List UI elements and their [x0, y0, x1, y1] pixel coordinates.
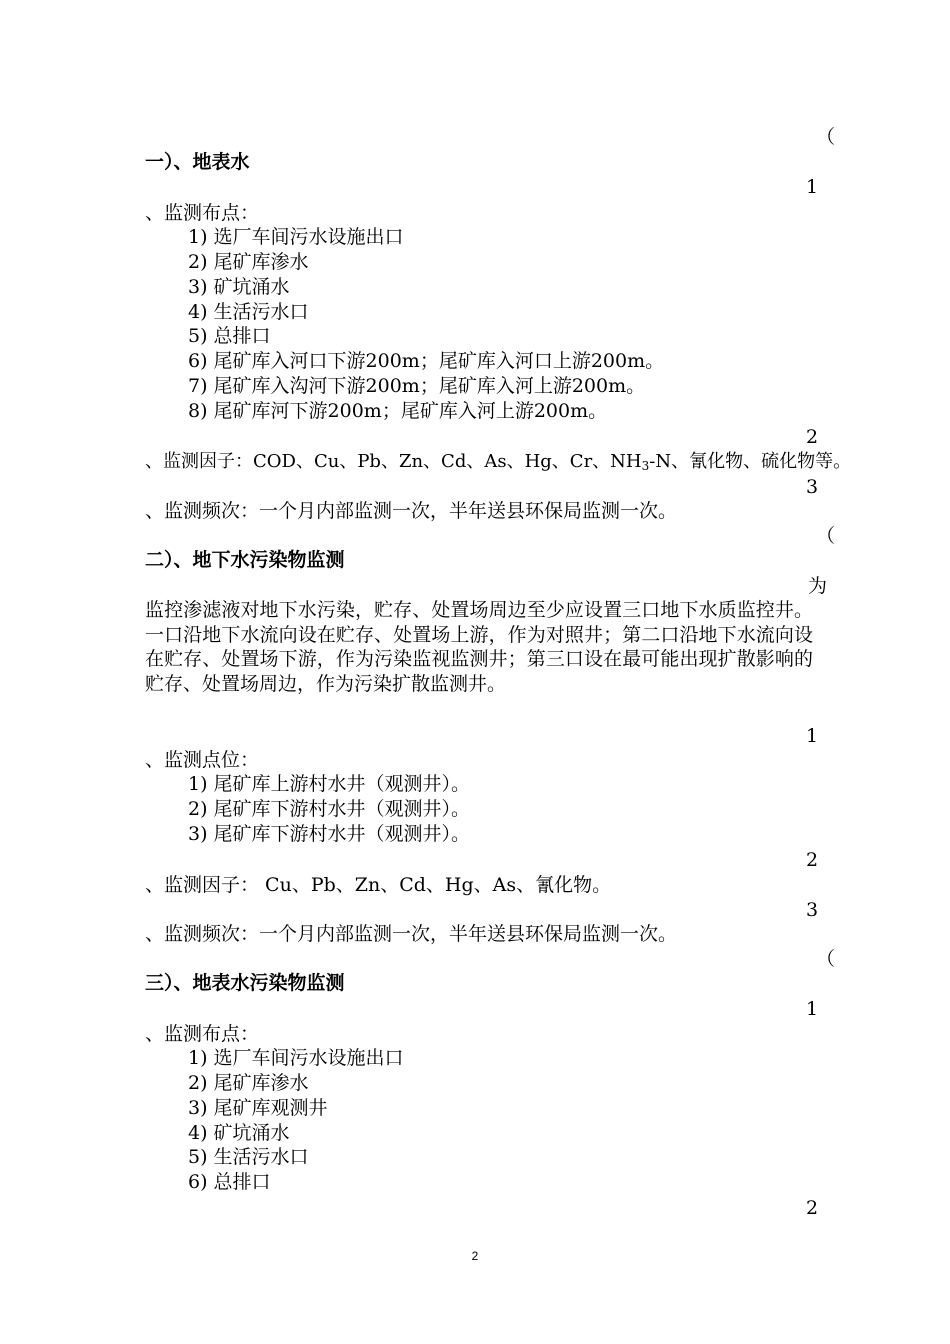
monitoring-factors: 、监测因子： Cu、Pb、Zn、Cd、Hg、As、氰化物。: [145, 874, 612, 896]
list-item: 5) 总排口: [188, 325, 271, 347]
section-heading: 二）、地下水污染物监测: [145, 549, 345, 571]
margin-number: 3: [806, 899, 819, 921]
margin-char: 为: [808, 575, 828, 597]
list-item: 1) 尾矿库上游村水井（观测井）。: [188, 773, 471, 795]
paragraph: 监控渗滤液对地下水污染，贮存、处置场周边至少应设置三口地下水质监控井。一口沿地下水流向设在贮存、处置场上游，作为对照井；第二口沿地下水流向设在贮存、处置场下游，作为污染监视监测井；第三口设在最可能出现扩散影响的贮存、处置场周边，作为污染扩散监测井。: [145, 599, 813, 695]
margin-number: 3: [806, 476, 819, 498]
factors-text: 、监测因子：COD、Cu、Pb、Zn、Cd、As、Hg、Cr、NH: [145, 451, 642, 472]
margin-number: 2: [806, 849, 819, 871]
list-item: 6) 总排口: [188, 1171, 271, 1193]
page-number: 2: [471, 1249, 479, 1263]
list-item: 6) 尾矿库入河口下游200m；尾矿库入河口上游200m。: [188, 350, 665, 372]
list-item: 3) 尾矿库观测井: [188, 1097, 328, 1119]
margin-paren: （: [816, 126, 836, 148]
section-heading: 一）、地表水: [145, 151, 250, 173]
list-item: 2) 尾矿库渗水: [188, 1072, 309, 1094]
margin-paren: （: [816, 525, 836, 547]
list-item: 3) 矿坑涌水: [188, 276, 290, 298]
list-item: 1) 选厂车间污水设施出口: [188, 1047, 404, 1069]
monitoring-points-label: 、监测布点：: [145, 1023, 260, 1045]
monitoring-points-label: 、监测点位：: [145, 749, 260, 771]
list-item: 3) 尾矿库下游村水井（观测井）。: [188, 823, 471, 845]
factors-text-end: -N、氰化物、硫化物等。: [649, 451, 852, 472]
list-item: 4) 生活污水口: [188, 301, 309, 323]
subscript: 3: [641, 459, 650, 473]
list-item: 2) 尾矿库渗水: [188, 251, 309, 273]
margin-paren: （: [816, 948, 836, 970]
list-item: 4) 矿坑涌水: [188, 1122, 290, 1144]
monitoring-factors: [145, 450, 851, 478]
list-item: 5) 生活污水口: [188, 1146, 309, 1168]
list-item: 8) 尾矿库河下游200m；尾矿库入河上游200m。: [188, 400, 608, 422]
margin-number: 1: [806, 725, 819, 747]
list-item: 2) 尾矿库下游村水井（观测井）。: [188, 798, 471, 820]
list-item: 7) 尾矿库入沟河下游200m；尾矿库入河上游200m。: [188, 375, 646, 397]
margin-number: 1: [806, 998, 819, 1020]
list-item: 1) 选厂车间污水设施出口: [188, 226, 404, 248]
monitoring-frequency: 、监测频次：一个月内部监测一次，半年送县环保局监测一次。: [145, 923, 678, 945]
monitoring-points-label: 、监测布点：: [145, 202, 260, 224]
margin-number: 2: [806, 426, 819, 448]
section-heading: 三）、地表水污染物监测: [145, 972, 345, 994]
margin-number: 1: [806, 176, 819, 198]
monitoring-frequency: 、监测频次：一个月内部监测一次，半年送县环保局监测一次。: [145, 500, 678, 522]
margin-number: 2: [806, 1197, 819, 1219]
